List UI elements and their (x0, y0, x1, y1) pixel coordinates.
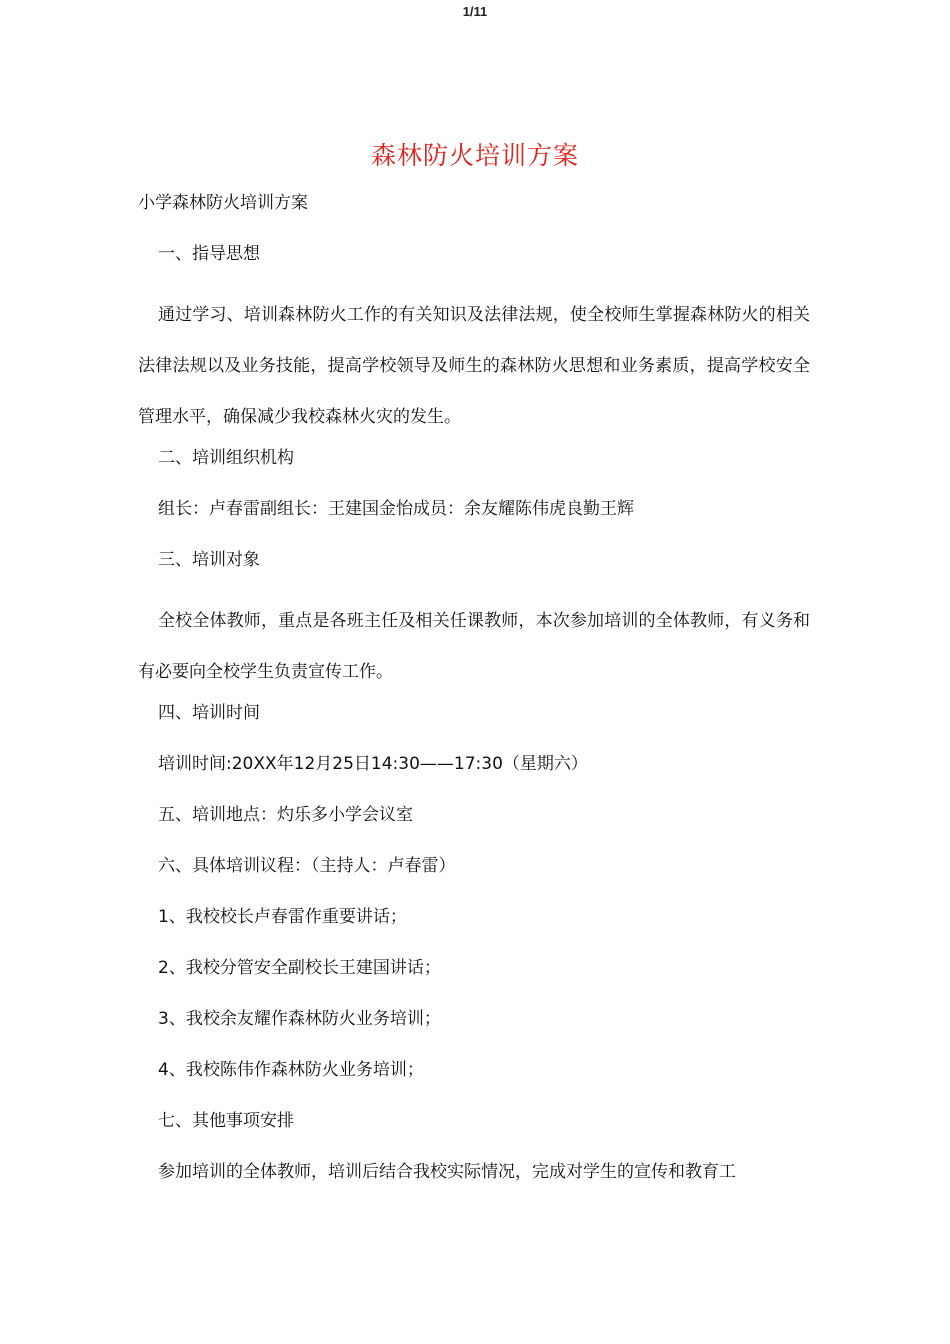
section-heading-guiding-ideology: 一、指导思想 (158, 244, 260, 264)
section-heading-time: 四、培训时间 (158, 703, 260, 723)
section-heading-audience: 三、培训对象 (158, 550, 260, 570)
paragraph-organization: 组长：卢春雷副组长：王建国金怡成员：余友耀陈伟虎良勤王辉 (158, 499, 634, 519)
document-body (138, 188, 810, 1188)
agenda-item: 1、我校校长卢春雷作重要讲话； (158, 907, 407, 927)
section-heading-location: 五、培训地点：灼乐多小学会议室 (158, 805, 413, 825)
section-heading-agenda: 六、具体培训议程：（主持人：卢春雷） (158, 856, 456, 876)
agenda-item: 3、我校余友耀作森林防火业务培训； (158, 1009, 441, 1029)
page-number: 1/11 (462, 4, 488, 19)
document-subtitle: 小学森林防火培训方案 (138, 193, 308, 213)
agenda-item: 4、我校陈伟作森林防火业务培训； (158, 1060, 424, 1080)
agenda-item: 2、我校分管安全副校长王建国讲话； (158, 958, 441, 978)
section-heading-other-arrangements: 七、其他事项安排 (158, 1111, 294, 1131)
document-title: 森林防火培训方案 (370, 141, 579, 170)
section-heading-organization: 二、培训组织机构 (158, 448, 294, 468)
paragraph-time: 培训时间:20XX年12月25日14:30——17:30（星期六） (158, 754, 588, 774)
paragraph-audience: 全校全体教师，重点是各班主任及相关任课教师，本次参加培训的全体教师，有义务和有必要向全校学生负责宣传工作。 (138, 611, 810, 682)
paragraph-other-arrangements: 参加培训的全体教师，培训后结合我校实际情况，完成对学生的宣传和教育工 (158, 1162, 736, 1182)
paragraph-guiding-ideology: 通过学习、培训森林防火工作的有关知识及法律法规，使全校师生掌握森林防火的相关法律法规以及业务技能，提高学校领导及师生的森林防火思想和业务素质，提高学校安全管理水平，确保减少我校森林火灾的发生。 (138, 305, 810, 427)
